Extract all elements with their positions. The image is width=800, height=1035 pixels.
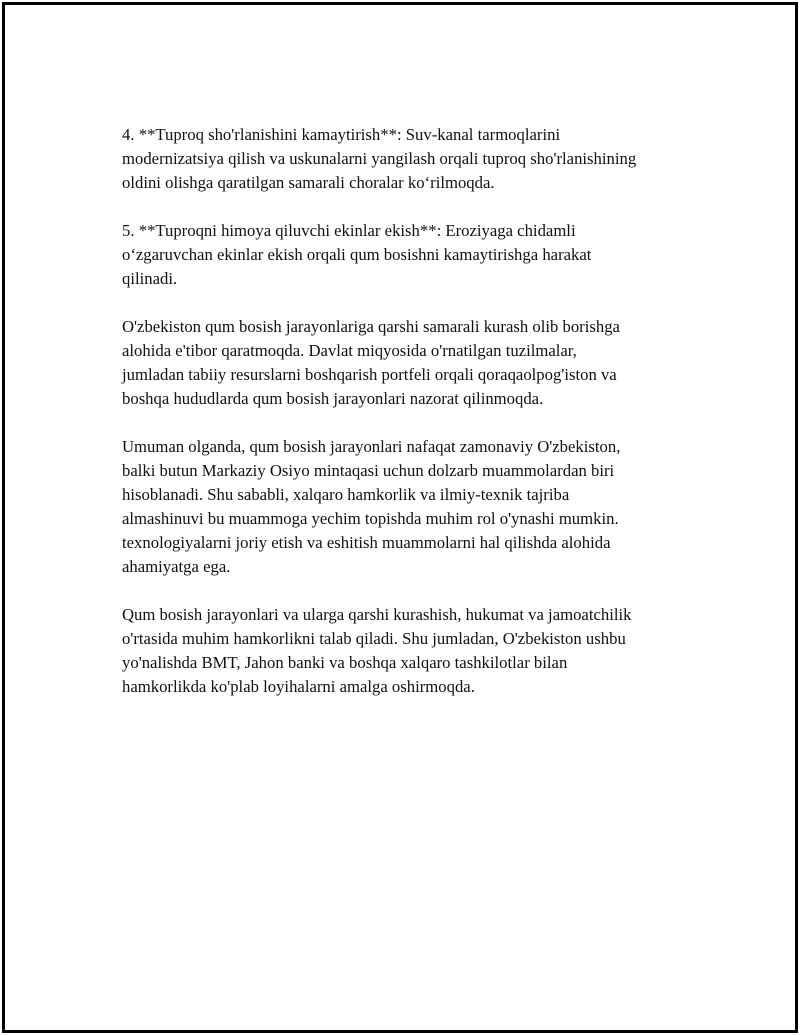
text-line: texnologiyalarni joriy etish va eshitish muammolarni hal qilishda alohida: [122, 533, 611, 552]
text-line: o‘zgaruvchan ekinlar ekish orqali qum bosishni kamaytirishga harakat: [122, 245, 592, 264]
text-line: alohida e'tibor qaratmoqda. Davlat miqyosida o'rnatilgan tuzilmalar,: [122, 341, 577, 360]
text-line: ahamiyatga ega.: [122, 557, 231, 576]
text-line: 5. **Tuproqni himoya qiluvchi ekinlar ekish**: Eroziyaga chidamli: [122, 221, 576, 240]
text-line: Qum bosish jarayonlari va ularga qarshi kurashish, hukumat va jamoatchilik: [122, 605, 632, 624]
text-line: 4. **Tuproq sho'rlanishini kamaytirish**: Suv-kanal tarmoqlarini: [122, 125, 561, 144]
paragraph-central-asia: [122, 435, 712, 579]
text-line: jumladan tabiiy resurslarni boshqarish portfeli orqali qoraqaolpog'iston va: [122, 365, 617, 384]
text-line: hamkorlikda ko'plab loyihalarni amalga oshirmoqda.: [122, 677, 475, 696]
paragraph-international-cooperation: [122, 603, 712, 699]
text-line: Umuman olganda, qum bosish jarayonlari nafaqat zamonaviy O'zbekiston,: [122, 437, 621, 456]
text-line: almashinuvi bu muammoga yechim topishda muhim rol o'ynashi mumkin.: [122, 509, 619, 528]
text-line: balki butun Markaziy Osiyo mintaqasi uchun dolzarb muammolardan biri: [122, 461, 615, 480]
text-line: qilinadi.: [122, 269, 178, 288]
page-border: [2, 2, 798, 1033]
text-line: o'rtasida muhim hamkorlikni talab qiladi. Shu jumladan, O'zbekiston ushbu: [122, 629, 626, 648]
text-line: oldini olishga qaratilgan samarali choralar ko‘rilmoqda.: [122, 173, 495, 192]
text-line: hisoblanadi. Shu sababli, xalqaro hamkorlik va ilmiy-texnik tajriba: [122, 485, 570, 504]
text-line: boshqa hududlarda qum bosish jarayonlari nazorat qilinmoqda.: [122, 389, 544, 408]
text-line: modernizatsiya qilish va uskunalarni yangilash orqali tuproq sho'rlanishining: [122, 149, 637, 168]
paragraph-protective-crops: [122, 219, 712, 291]
text-line: yo'nalishda BMT, Jahon banki va boshqa xalqaro tashkilotlar bilan: [122, 653, 568, 672]
document-body: [122, 123, 712, 723]
paragraph-soil-salinity: [122, 123, 712, 195]
text-line: O'zbekiston qum bosish jarayonlariga qarshi samarali kurash olib borishga: [122, 317, 620, 336]
paragraph-uzbekistan-efforts: [122, 315, 712, 411]
